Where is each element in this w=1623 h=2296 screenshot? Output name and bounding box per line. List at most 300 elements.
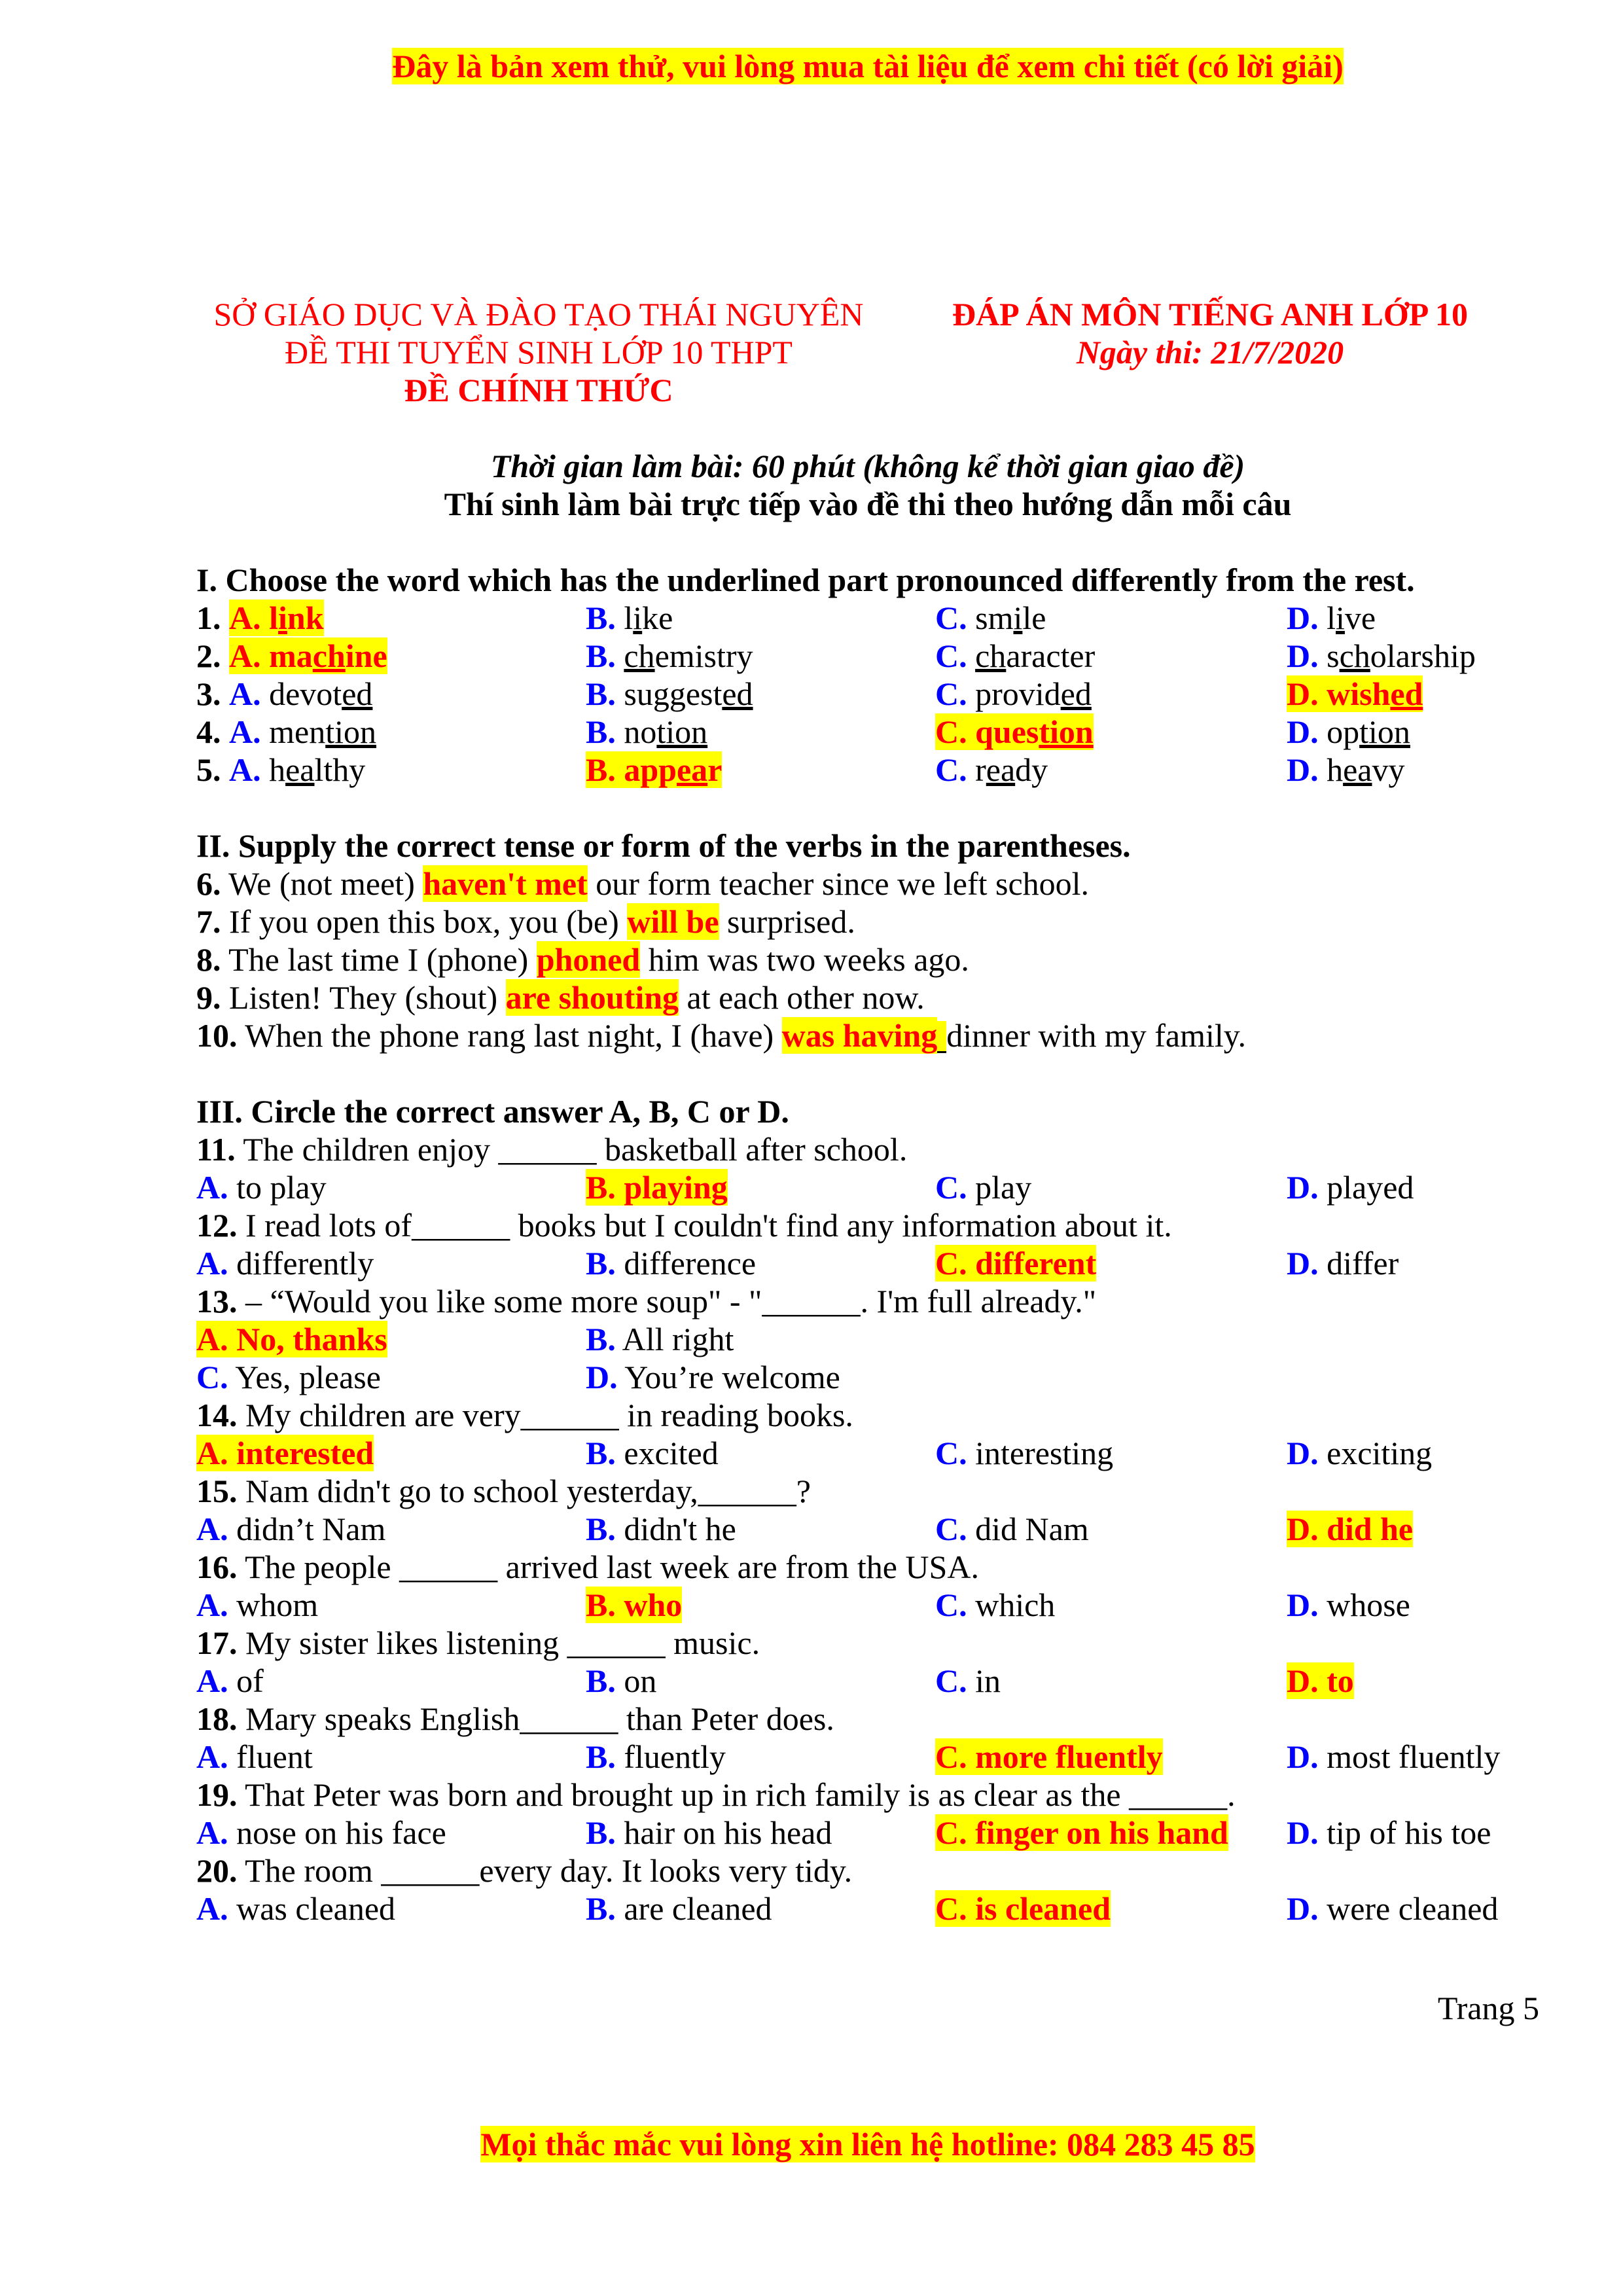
option-text: tip of his toe [1327,1814,1491,1851]
question-number: 11. [196,1131,236,1168]
options-row [196,1510,1539,1548]
option-letter: C. [935,600,967,636]
option-letter: A. [196,1169,228,1206]
option-letter: A. [196,1814,228,1851]
option-text: more fluently [975,1738,1163,1775]
option-text: You’re welcome [624,1359,840,1395]
question-number: 7. [196,903,221,940]
option-d [1287,1510,1413,1548]
option-d-label [1287,713,1410,750]
option-text: hair on his head [624,1814,832,1851]
option-b [586,1510,736,1548]
option-letter: C. [935,713,967,750]
option-d-label [1287,1890,1498,1927]
option-letter: B. [586,1814,616,1851]
word-prefix: no [624,713,657,750]
option-d-label [1287,1511,1413,1547]
option-text: most fluently [1327,1738,1501,1775]
option-letter: C. [935,751,967,788]
question-number: 13. [196,1283,238,1319]
option-a-label [196,1738,313,1775]
question-text-before: If you open this box, you (be) [229,903,619,940]
option-c-label [935,1511,1089,1547]
word-prefix: sm [975,600,1014,636]
option-letter: B. [586,1321,616,1357]
option-letter: C. [935,675,967,712]
option-letter: D. [1287,751,1319,788]
option-d-label [1287,1662,1354,1699]
question-stem [196,1206,1539,1244]
answer-text: will be [627,903,719,940]
options-row [196,1738,1539,1776]
option-d-label [1287,1169,1414,1206]
word-prefix: devot [269,675,342,712]
question-row [196,599,1539,637]
question-number: 8. [196,941,221,978]
option-b-label [586,1890,772,1927]
option-d-label [586,1359,840,1395]
options-row [196,1244,1539,1282]
option-text: is cleaned [975,1890,1111,1927]
question-row [196,637,1539,675]
option-a [196,1320,387,1358]
option-a-label [196,1587,318,1623]
option-a-label [229,713,376,750]
option-b [586,751,722,789]
option-d [1287,675,1423,713]
preview-banner [196,47,1539,85]
word-suffix: olarship [1370,637,1476,674]
option-letter: C. [935,1245,967,1282]
exam-name: ĐỀ THI TUYỂN SINH LỚP 10 THPT [285,334,793,370]
underlined-part: ea [986,751,1016,788]
underlined-part: ch [975,637,1007,674]
option-d-label [1287,1738,1500,1775]
option-a [196,675,372,713]
option-a [196,1434,374,1472]
option-letter: D. [1287,1662,1319,1699]
option-d [1287,1586,1410,1624]
option-word [1327,713,1410,750]
option-letter: A. [229,675,261,712]
option-c-label [935,1662,1001,1699]
header-right [916,295,1504,371]
question-text: The children enjoy ______ basketball after school. [243,1131,908,1168]
option-letter: D. [1287,1169,1319,1206]
option-text: didn’t Nam [236,1511,386,1547]
option-b [586,675,753,713]
option-b-label [586,1814,832,1851]
option-word [975,751,1048,788]
option-text: who [624,1587,683,1623]
question-number: 15. [196,1473,238,1509]
option-a-label [196,1321,387,1357]
option-letter: B. [586,600,616,636]
option-c-label [935,675,1092,712]
question-number: 2. [196,637,221,674]
option-text: difference [624,1245,757,1282]
options-row [196,1434,1539,1472]
option-letter: D. [1287,1245,1319,1282]
options-row [196,1168,1539,1206]
option-b-label [586,1321,734,1357]
option-letter: B. [586,713,616,750]
option-letter: B. [586,1890,616,1927]
option-letter: C. [935,1738,967,1775]
option-letter: D. [1287,637,1319,674]
options-row [196,1890,1539,1928]
preview-banner-text: Đây là bản xem thử, vui lòng mua tài liệu để xem chi tiết (có lời giải) [392,48,1344,84]
option-letter: A. [196,1321,228,1357]
question-stem [196,1282,1539,1320]
word-suffix: ve [1344,600,1376,636]
option-letter: C. [935,1169,967,1206]
word-suffix: lthy [314,751,366,788]
question-number: 12. [196,1207,238,1244]
option-d [1287,1662,1354,1700]
option-b-label [586,1587,682,1623]
question-text: I read lots of______ books but I couldn't find any information about it. [245,1207,1172,1244]
option-a [196,1586,318,1624]
option-word [269,600,323,636]
question-text: Mary speaks English______ than Peter does. [245,1700,834,1737]
option-text: to play [236,1169,327,1206]
option-d [586,1358,840,1396]
word-suffix: r [707,751,722,788]
option-c-label [935,637,1095,674]
option-d [1287,1168,1414,1206]
option-d [1287,1890,1498,1928]
option-d-label [1287,675,1423,712]
option-b-label [586,1511,736,1547]
option-b-label [586,1738,726,1775]
option-c-label [935,1738,1163,1775]
option-letter: A. [196,1662,228,1699]
option-text: in [975,1662,1001,1699]
option-text: different [975,1245,1097,1282]
option-letter: C. [935,1662,967,1699]
option-b-label [586,751,722,788]
option-letter: C. [935,1890,967,1927]
option-letter: B. [586,751,616,788]
option-letter: C. [935,1435,967,1471]
verb-question [196,1016,1539,1054]
option-letter: D. [1287,600,1319,636]
option-word [269,751,365,788]
option-text: which [975,1587,1056,1623]
question-row [196,751,1539,789]
option-letter: A. [196,1890,228,1927]
underlined-part: ea [285,751,315,788]
option-d [1287,1244,1399,1282]
option-text: interesting [975,1435,1114,1471]
option-a-label [229,751,365,788]
options-row [196,1586,1539,1624]
option-a-label [229,600,324,636]
question-row [196,713,1539,751]
option-letter: C. [935,1511,967,1547]
option-a [196,637,387,675]
underlined-part: i [633,600,643,636]
option-c-label [935,1587,1055,1623]
page-number: Trang 5 [1437,1990,1539,2026]
option-word [624,675,753,712]
option-letter: C. [935,1587,967,1623]
option-text: did he [1327,1511,1414,1547]
option-b-label [586,600,673,636]
part1-heading: I. Choose the word which has the underlined part pronounced differently from the rest. [196,562,1415,598]
underlined-part: tion [325,713,376,750]
option-c [935,1814,1228,1852]
answer-text: was having [781,1017,938,1054]
answer-blank-underline [937,1021,946,1053]
question-number: 5. [196,751,221,788]
option-a [196,751,365,789]
option-b [586,713,707,751]
question-stem [196,1548,1539,1586]
option-text: play [975,1169,1032,1206]
option-letter: C. [196,1359,228,1395]
question-number: 16. [196,1549,238,1585]
word-prefix: ques [975,713,1039,750]
option-a [196,1814,446,1852]
option-letter: B. [586,1245,616,1282]
option-text: differently [236,1245,374,1282]
question-number: 6. [196,865,221,902]
option-text: All right [622,1321,734,1357]
option-word [975,675,1092,712]
option-text: No, thanks [236,1321,387,1357]
answer-text: phoned [536,941,641,978]
option-d [1287,599,1376,637]
underlined-part: ch [1339,637,1370,674]
option-d-label [1287,637,1476,674]
option-b [586,1662,656,1700]
underlined-part: i [1336,600,1345,636]
question-row [196,675,1539,713]
option-a-label [229,637,387,674]
blank-line [196,789,1539,827]
underlined-part: ed [1060,675,1092,712]
candidate-note: Thí sinh làm bài trực tiếp vào đề thi theo hướng dẫn mỗi câu [444,486,1292,522]
option-b-label [586,713,707,750]
option-text: excited [624,1435,719,1471]
word-prefix: l [269,600,279,636]
option-letter: C. [935,1814,967,1851]
option-letter: D. [1287,1435,1319,1471]
word-suffix: dy [1015,751,1048,788]
part2-heading: II. Supply the correct tense or form of the verbs in the parentheses. [196,827,1131,864]
option-a-label [229,675,372,712]
option-c [935,1662,1001,1700]
underlined-part: ed [722,675,753,712]
answer-text: haven't met [423,865,588,902]
word-prefix: men [269,713,326,750]
hotline-banner [196,2125,1539,2163]
option-d [1287,1738,1500,1776]
option-d [1287,1814,1491,1852]
options-row [196,1814,1539,1852]
option-a [196,599,324,637]
option-letter: D. [1287,1814,1319,1851]
option-d [1287,713,1410,751]
question-text: The people ______ arrived last week are from the USA. [245,1549,979,1585]
underlined-part: tion [656,713,708,750]
option-b [586,1168,728,1206]
option-letter: A. [196,1511,228,1547]
option-word [1327,751,1404,788]
option-d-label [1287,600,1376,636]
option-letter: D. [1287,1890,1319,1927]
option-word [269,713,376,750]
question-number: 1. [196,600,221,636]
option-c [935,1890,1111,1928]
question-text: My sister likes listening ______ music. [245,1624,760,1661]
option-a-label [196,1511,385,1547]
option-text: exciting [1327,1435,1433,1471]
question-number: 3. [196,675,221,712]
option-text: on [624,1662,657,1699]
option-text: nose on his face [236,1814,446,1851]
verb-question [196,978,1539,1016]
word-suffix: le [1022,600,1046,636]
option-c-label [935,713,1094,750]
option-a [196,1168,327,1206]
option-text: was cleaned [236,1890,396,1927]
option-text: playing [624,1169,728,1206]
question-number: 18. [196,1700,238,1737]
option-letter: A. [229,751,261,788]
option-b [586,1244,756,1282]
time-limit: Thời gian làm bài: 60 phút (không kể thời gian giao đề) [490,448,1245,484]
question-number: 20. [196,1852,238,1889]
option-text: fluently [624,1738,726,1775]
question-number: 17. [196,1624,238,1661]
option-word [624,600,673,636]
option-word [624,637,753,674]
underlined-part: ch [312,637,346,674]
underlined-part: tion [1359,713,1410,750]
option-a [196,1890,395,1928]
option-letter: B. [586,675,616,712]
part3-heading: III. Circle the correct answer A, B, C or D. [196,1093,789,1130]
question-number: 19. [196,1776,238,1813]
option-letter: B. [586,1587,616,1623]
answer-key-title: ĐÁP ÁN MÔN TIẾNG ANH LỚP 10 [952,296,1469,332]
option-letter: A. [229,600,261,636]
option-letter: B. [586,1511,616,1547]
option-d-label [1287,1245,1399,1282]
option-letter: D. [1287,1738,1319,1775]
word-suffix: ine [345,637,387,674]
option-a [196,1738,313,1776]
option-d [1287,751,1405,789]
verb-question [196,903,1539,941]
option-text: were cleaned [1327,1890,1499,1927]
option-a [196,1662,264,1700]
word-prefix: suggest [624,675,722,712]
option-text: are cleaned [624,1890,772,1927]
option-c [196,1358,381,1396]
question-text: Nam didn't go to school yesterday,______? [245,1473,811,1509]
blank-line [196,1054,1539,1092]
underlined-part: i [278,600,287,636]
option-d-label [1287,751,1405,788]
option-word [624,713,707,750]
question-stem [196,1852,1539,1890]
option-text: interested [236,1435,374,1471]
option-c-label [935,751,1048,788]
options-row [196,1662,1539,1700]
option-c [935,1434,1113,1472]
underlined-part: ea [1343,751,1372,788]
option-d-label [1287,1435,1432,1471]
option-a [196,1244,374,1282]
answer-text: are shouting [505,979,679,1016]
option-b [586,1738,726,1776]
word-prefix: s [1327,637,1340,674]
option-b [586,1890,772,1928]
question-stem [196,1700,1539,1738]
underlined-part: ea [676,751,708,788]
option-a-label [196,1245,374,1282]
option-b-label [586,1245,756,1282]
question-text-before: Listen! They (shout) [229,979,498,1016]
option-c [935,1586,1055,1624]
option-text: finger on his hand [975,1814,1228,1851]
option-c [935,1510,1089,1548]
option-c [935,1244,1096,1282]
option-b [586,1814,832,1852]
option-letter: A. [196,1245,228,1282]
option-letter: D. [1287,1511,1319,1547]
option-b [586,599,673,637]
hotline-text: Mọi thắc mắc vui lòng xin liên hệ hotline: 084 283 45 85 [480,2126,1255,2162]
exam-date: Ngày thi: 21/7/2020 [1076,334,1344,370]
option-letter: A. [196,1738,228,1775]
option-letter: B. [586,1435,616,1471]
option-c-label [935,1435,1113,1471]
option-text: of [236,1662,264,1699]
option-b [586,1586,682,1624]
option-a-label [196,1890,395,1927]
option-text: Yes, please [235,1359,381,1395]
option-word [975,713,1094,750]
option-c-label [196,1359,381,1395]
option-text: differ [1327,1245,1399,1282]
option-a [196,713,376,751]
option-c [935,751,1048,789]
options-row [196,1358,1539,1396]
word-prefix: h [1327,751,1344,788]
question-number: 14. [196,1397,238,1433]
word-prefix: op [1327,713,1360,750]
option-word [975,600,1046,636]
option-b [586,1434,719,1472]
question-text: My children are very______ in reading books. [245,1397,853,1433]
main-content [196,561,1539,1928]
question-stem [196,1472,1539,1510]
word-prefix: l [624,600,633,636]
option-letter: A. [196,1435,228,1471]
header-left [196,295,881,409]
question-number: 4. [196,713,221,750]
option-word [269,637,387,674]
question-text-after: at each other now. [687,979,925,1016]
option-a-label [196,1814,446,1851]
option-text: to [1327,1662,1354,1699]
option-d [1287,1434,1432,1472]
